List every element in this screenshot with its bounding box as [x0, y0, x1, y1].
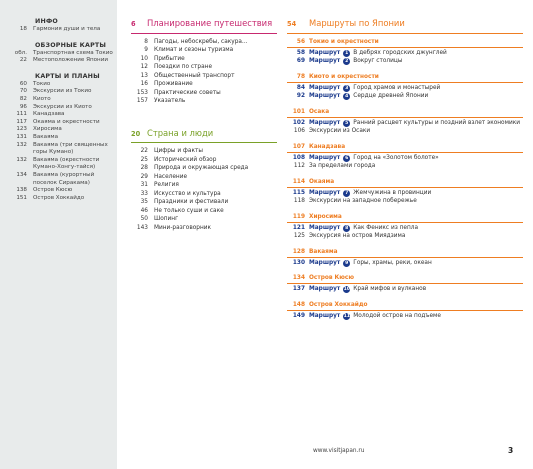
route-region: [287, 38, 523, 66]
toc-label: Указатель: [154, 98, 186, 104]
index-label: Экскурсии из Токио: [33, 88, 92, 95]
toc-label: В дебрях городских джунглей: [353, 49, 447, 56]
part-title: Маршруты по Японии: [309, 18, 405, 28]
toc-label: Пагоды, небоскребы, сакура…: [154, 38, 248, 45]
toc-label: Природа и окружающая среда: [154, 165, 249, 171]
index-label: Киото: [33, 95, 51, 102]
page-number: 134: [292, 275, 305, 281]
page-number: 107: [292, 143, 305, 150]
page-number: 132: [16, 141, 27, 148]
route-label: Маршрут: [309, 84, 341, 91]
section-country: [131, 128, 277, 233]
index-label: Вакаяма (курортный поселок Сиракама): [33, 171, 95, 186]
toc-row[interactable]: [131, 207, 277, 216]
index-row[interactable]: [4, 50, 113, 58]
index-row[interactable]: [4, 172, 113, 187]
page-number: 102: [292, 119, 305, 126]
sidebar-index: [0, 0, 117, 469]
route-region: [287, 301, 523, 321]
index-label: Окаяма и окрестности: [33, 118, 100, 125]
index-label: Хиросима: [33, 126, 62, 133]
page-number: 33: [140, 190, 148, 197]
page-number: 16: [140, 81, 148, 87]
toc-label: Не только суши и саке: [154, 207, 224, 214]
index-row[interactable]: [4, 104, 113, 112]
part-page-number: 6: [131, 20, 136, 28]
index-row[interactable]: [4, 96, 113, 104]
toc-label: Проживание: [154, 81, 193, 87]
index-row[interactable]: [4, 187, 113, 195]
route-row[interactable]: [287, 84, 523, 93]
page-number: 25: [140, 156, 148, 163]
toc-row[interactable]: [131, 164, 277, 173]
page-number: 114: [292, 178, 305, 185]
route-label: Маршрут: [309, 93, 341, 99]
toc-label: Общественный транспорт: [154, 72, 235, 79]
toc-label: Исторический обзор: [154, 156, 217, 163]
toc-row[interactable]: [131, 72, 277, 81]
toc-row[interactable]: [131, 89, 277, 98]
page-number: 119: [292, 213, 305, 220]
page-number: 149: [292, 312, 305, 319]
toc-row[interactable]: [131, 97, 277, 106]
region-heading[interactable]: [287, 38, 523, 48]
page-number: 134: [16, 171, 27, 178]
page-number: 78: [296, 73, 305, 80]
page-number: 157: [136, 98, 148, 104]
toc-label: Климат и сезоны туризма: [154, 47, 234, 53]
region-heading[interactable]: [287, 73, 523, 83]
index-row[interactable]: [4, 142, 113, 157]
toc-label: Искусство и культура: [154, 190, 221, 197]
page-number: 31: [140, 182, 148, 188]
toc-label: Ранний расцвет культуры и поздний взлет экономики: [353, 119, 520, 126]
toc-label: Мини-разговорник: [154, 224, 212, 231]
region-heading[interactable]: [287, 301, 523, 311]
toc-routes-column: [287, 18, 523, 320]
page-number: 13: [140, 72, 148, 79]
index-row[interactable]: [4, 26, 113, 34]
route-row[interactable]: [287, 57, 523, 66]
page-number: 106: [293, 128, 305, 134]
toc-label: Население: [154, 173, 188, 180]
index-row[interactable]: [4, 119, 113, 127]
toc-label: Вокруг столицы: [353, 58, 403, 64]
route-number-badge: 7: [345, 190, 349, 196]
part-header[interactable]: [131, 18, 277, 34]
section-planning: [131, 18, 277, 106]
page-number: 18: [19, 26, 27, 32]
page-number: 118: [293, 198, 305, 204]
page-number: 138: [16, 187, 27, 194]
route-row[interactable]: [287, 189, 523, 198]
index-overview-maps: [4, 41, 113, 65]
page-number: 10: [140, 55, 148, 62]
route-label: Маршрут: [309, 259, 341, 266]
toc-row[interactable]: [131, 181, 277, 190]
region-title: Осака: [309, 108, 330, 115]
route-row[interactable]: [287, 92, 523, 101]
region-title: Хиросима: [309, 213, 342, 220]
toc-label: Праздники и фестивали: [154, 199, 229, 205]
route-number-badge: 11: [343, 313, 350, 319]
route-number-badge: 3: [345, 85, 349, 91]
route-number-badge: 1: [345, 50, 349, 56]
page-number: 82: [19, 95, 27, 102]
page-number: 151: [16, 194, 27, 201]
route-label: Маршрут: [309, 189, 341, 196]
page-number: 117: [16, 118, 27, 125]
toc-label: Горы, храмы, реки, океан: [353, 259, 432, 266]
region-heading[interactable]: [287, 274, 523, 284]
page-number-footer: 3: [508, 446, 514, 455]
page-number: 132: [16, 156, 27, 163]
page-number: 84: [296, 84, 305, 91]
page-number: 12: [140, 64, 148, 70]
page-number: 56: [296, 38, 305, 45]
toc-row[interactable]: [131, 46, 277, 55]
index-row[interactable]: [4, 195, 113, 203]
page-number: 130: [292, 259, 305, 266]
index-label: Остров Кюсю: [33, 187, 73, 194]
toc-row[interactable]: [287, 162, 523, 171]
toc-row[interactable]: [131, 147, 277, 156]
toc-row[interactable]: [131, 198, 277, 207]
page-number: обл.: [14, 49, 27, 56]
index-label: Транспортная схема Токио: [33, 49, 113, 56]
region-title: Остров Хоккайдо: [309, 301, 368, 308]
route-region: [287, 108, 523, 136]
page-number: 131: [16, 133, 27, 140]
route-number-badge: 5: [345, 120, 349, 126]
page-number: 70: [19, 88, 27, 95]
route-region: [287, 274, 523, 294]
page-number: 128: [292, 248, 305, 255]
route-row[interactable]: [287, 49, 523, 58]
toc-label: Молодой остров на подъеме: [353, 312, 441, 319]
toc-label: Экскурсия на остров Миядзима: [309, 233, 406, 239]
index-label: Остров Хоккайдо: [33, 194, 85, 201]
part-page-number: 20: [131, 129, 141, 138]
part-header[interactable]: [131, 128, 277, 144]
section-heading: КАРТЫ И ПЛАНЫ: [35, 72, 100, 80]
page-number: 50: [140, 216, 148, 222]
route-label: Маршрут: [309, 224, 341, 231]
page-number: 29: [140, 173, 148, 180]
part-page-number: 54: [287, 20, 297, 28]
toc-label: Экскурсии на западное побережье: [309, 198, 417, 204]
route-number-badge: 4: [345, 94, 349, 99]
toc-label: Религия: [154, 182, 179, 188]
page-number: 121: [292, 224, 305, 231]
toc-row[interactable]: [287, 127, 523, 136]
toc-label: Жемчужина в провинции: [353, 189, 432, 196]
index-row[interactable]: [4, 88, 113, 96]
route-row[interactable]: [287, 224, 523, 233]
index-label: Канадзава: [33, 111, 65, 118]
index-row[interactable]: [4, 111, 113, 119]
region-title: Канадзава: [309, 143, 346, 150]
toc-row[interactable]: [131, 190, 277, 199]
page-number: 153: [136, 89, 148, 96]
route-row[interactable]: [287, 119, 523, 128]
route-region: [287, 73, 523, 101]
toc-label: Город на «Золотом болоте»: [353, 154, 439, 161]
page-number: 125: [293, 233, 305, 239]
page-number: 46: [140, 207, 148, 214]
footer-url[interactable]: www.visitjapan.ru: [313, 448, 365, 454]
page-number: 28: [140, 165, 148, 171]
toc-row[interactable]: [131, 215, 277, 224]
route-row[interactable]: [287, 154, 523, 163]
toc-middle-column: [131, 18, 277, 232]
page-number: 123: [16, 126, 27, 133]
index-maps-plans: [4, 72, 113, 203]
route-number-badge: 10: [343, 287, 350, 292]
index-row[interactable]: [4, 57, 113, 65]
toc-label: Край мифов и вулканов: [353, 286, 427, 292]
index-label: Экскурсии из Киото: [33, 103, 92, 110]
page-number: 69: [296, 58, 305, 64]
toc-row[interactable]: [131, 156, 277, 165]
page-number: 58: [296, 49, 305, 56]
section-heading: ОБЗОРНЫЕ КАРТЫ: [35, 41, 107, 49]
page-number: 22: [140, 148, 148, 154]
toc-label: Прибытие: [154, 55, 185, 62]
index-row[interactable]: [4, 157, 113, 172]
route-region: [287, 213, 523, 241]
part-header[interactable]: [287, 18, 523, 34]
route-label: Маршрут: [309, 58, 341, 64]
route-label: Маршрут: [309, 154, 341, 161]
index-label: Местоположение Японии: [33, 57, 108, 64]
toc-label: Город храмов и монастырей: [353, 84, 441, 91]
page-number: 143: [136, 224, 148, 231]
page-number: 101: [292, 108, 305, 115]
region-title: Окаяма: [309, 178, 335, 185]
toc-label: Практические советы: [154, 89, 221, 96]
route-number-badge: 6: [345, 155, 349, 161]
region-title: Токио и окрестности: [309, 38, 379, 45]
page-number: 8: [144, 38, 148, 45]
route-label: Маршрут: [309, 312, 341, 319]
toc-row[interactable]: [287, 197, 523, 206]
page-number: 112: [293, 163, 305, 169]
toc-label: Сердце древней Японии: [353, 93, 429, 99]
page-number: 108: [292, 154, 305, 161]
route-region: [287, 178, 523, 206]
index-row[interactable]: [4, 81, 113, 89]
toc-row[interactable]: [131, 55, 277, 64]
part-title: Планирование путешествия: [147, 18, 273, 28]
toc-label: За пределами города: [309, 163, 376, 169]
route-row[interactable]: [287, 285, 523, 294]
route-label: Маршрут: [309, 49, 341, 56]
route-row[interactable]: [287, 312, 523, 321]
route-region: [287, 143, 523, 171]
part-title: Страна и люди: [147, 127, 214, 138]
region-heading[interactable]: [287, 143, 523, 153]
toc-row[interactable]: [131, 80, 277, 89]
page-number: 96: [19, 103, 27, 110]
index-label: Вакаяма: [33, 133, 59, 140]
toc-row[interactable]: [131, 173, 277, 182]
region-title: Вакаяма: [309, 248, 338, 255]
page-number: 111: [16, 111, 27, 118]
page-number: 9: [144, 47, 148, 53]
page-number: 115: [292, 189, 305, 196]
index-label: Вакаяма (три священных горы Кумано): [33, 141, 108, 156]
page-number: 137: [292, 286, 305, 292]
page-number: 92: [296, 93, 305, 99]
region-heading[interactable]: [287, 108, 523, 118]
toc-label: Цифры и факты: [154, 148, 203, 154]
section-heading: ИНФО: [35, 18, 58, 25]
toc-row[interactable]: [131, 224, 277, 233]
region-heading[interactable]: [287, 213, 523, 223]
route-row[interactable]: [287, 259, 523, 268]
route-label: Маршрут: [309, 286, 341, 292]
region-heading[interactable]: [287, 248, 523, 258]
page-number: 22: [19, 57, 27, 64]
route-number-badge: 2: [345, 59, 349, 64]
route-region: [287, 248, 523, 268]
region-title: Киото и окрестности: [309, 73, 379, 80]
page-number: 148: [292, 301, 305, 308]
index-row[interactable]: [4, 134, 113, 142]
route-number-badge: 8: [345, 225, 349, 231]
index-label: Вакаяма (окрестности Кумано-Хонгу-тайся): [33, 156, 100, 171]
toc-label: Шопинг: [154, 216, 179, 222]
page-number: 35: [140, 199, 148, 205]
page-number: 60: [19, 80, 27, 87]
toc-label: Поездки по стране: [154, 64, 213, 70]
index-row[interactable]: [4, 126, 113, 134]
routes-region-list: [287, 38, 523, 321]
toc-row[interactable]: [131, 63, 277, 72]
index-label: Токио: [33, 80, 51, 87]
region-title: Остров Кюсю: [309, 275, 354, 281]
route-label: Маршрут: [309, 119, 341, 126]
route-number-badge: 9: [345, 260, 349, 266]
index-info: [4, 17, 113, 34]
toc-label: Экскурсии из Осаки: [309, 128, 371, 134]
region-heading[interactable]: [287, 178, 523, 188]
index-label: Гармония души и тела: [33, 26, 101, 32]
toc-label: Как Феникс из пепла: [353, 224, 419, 231]
toc-row[interactable]: [131, 38, 277, 47]
toc-row[interactable]: [287, 232, 523, 241]
